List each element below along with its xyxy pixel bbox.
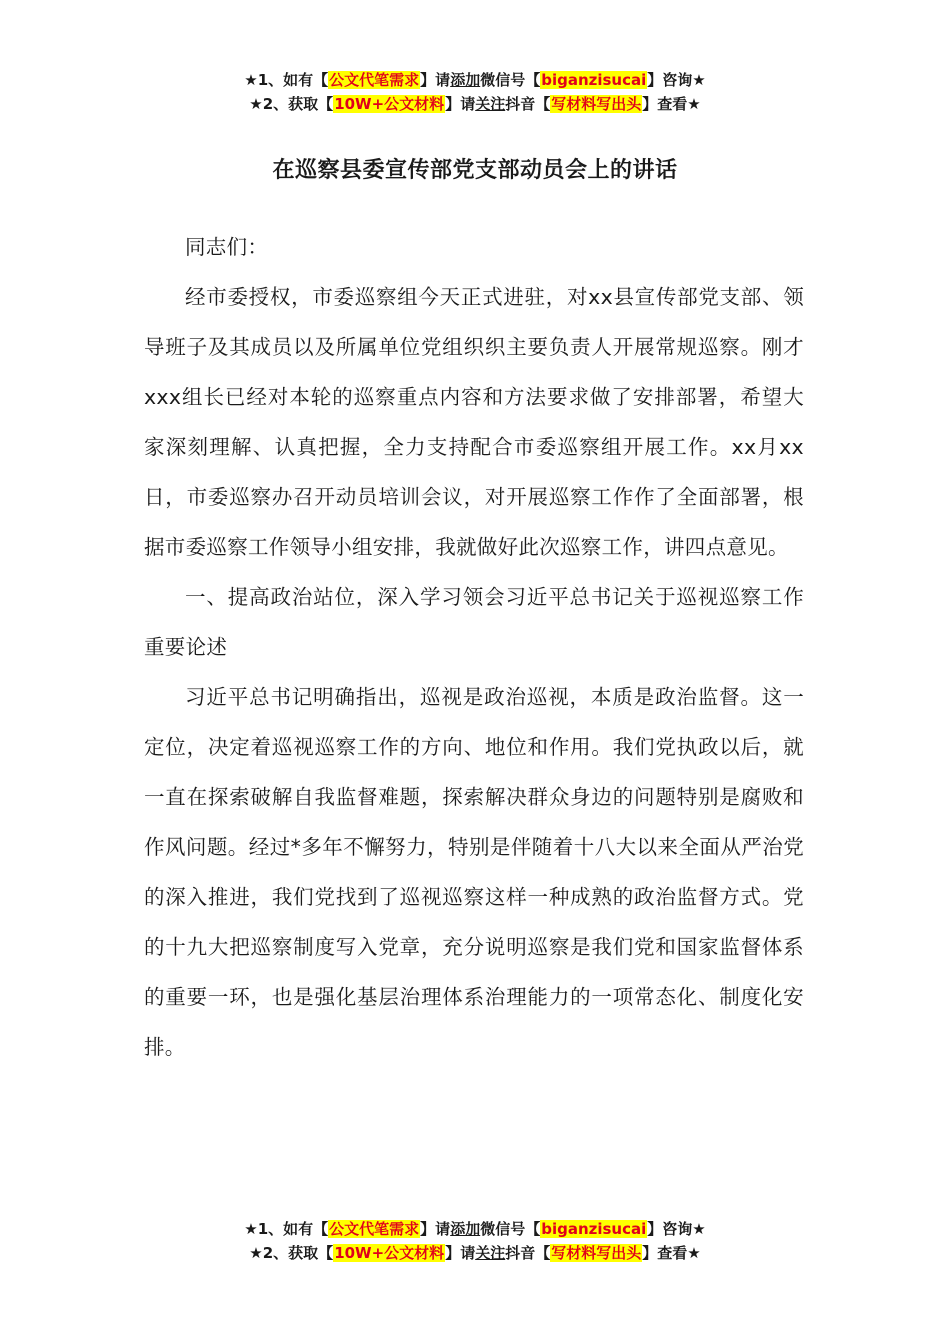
footer-line1-prefix: ★1、如有【 [244, 1220, 329, 1238]
banner-line1-prefix: ★1、如有【 [244, 71, 329, 89]
footer-line2-emphasis: 关注 [475, 1244, 506, 1262]
header-banner [0, 68, 950, 116]
footer-line1-mid1: 】请 [420, 1220, 451, 1238]
banner-line-1 [0, 68, 950, 92]
footer-line1-emphasis: 添加 [450, 1220, 481, 1238]
footer-banner [0, 1217, 950, 1265]
section-heading-1: 一、提高政治站位，深入学习领会习近平总书记关于巡视巡察工作重要论述 [144, 585, 804, 659]
footer-line1-suffix: 】咨询★ [647, 1220, 706, 1238]
banner-line1-mid1: 】请 [420, 71, 451, 89]
document-body [144, 222, 804, 1072]
banner-line2-suffix: 】查看★ [642, 95, 701, 113]
banner-line-2 [0, 92, 950, 116]
footer-line2-mid2: 抖音【 [505, 1244, 551, 1262]
intro-paragraph: 经市委授权，市委巡察组今天正式进驻，对xx县宣传部党支部、领导班子及其成员以及所属单位党组织织主要负责人开展常规巡察。刚才xxx组长已经对本轮的巡察重点内容和方法要求做了安排部署，希望大家深刻理解、认真把握，全力支持配合市委巡察组开展工作。xx月xx日，市委巡察办召开动员培训会议，对开展巡察工作作了全面部署，根据市委巡察工作领导小组安排，我就做好此次巡察工作，讲四点意见。 [144, 285, 804, 559]
footer-line1-highlight-service: 公文代笔需求 [329, 1220, 420, 1238]
banner-line2-highlight-materials: 10W+公文材料 [334, 95, 445, 113]
footer-line1-mid2: 微信号【 [480, 1220, 541, 1238]
banner-line2-emphasis: 关注 [475, 95, 506, 113]
section-1-paragraph: 习近平总书记明确指出，巡视是政治巡视，本质是政治监督。这一定位，决定着巡视巡察工作的方向、地位和作用。我们党执政以后，就一直在探索破解自我监督难题，探索解决群众身边的问题特别是腐败和作风问题。经过*多年不懈努力，特别是伴随着十八大以来全面从严治党的深入推进，我们党找到了巡视巡察这样一种成熟的政治监督方式。党的十九大把巡察制度写入党章，充分说明巡察是我们党和国家监督体系的重要一环，也是强化基层治理体系治理能力的一项常态化、制度化安排。 [144, 685, 804, 1059]
banner-line1-mid2: 微信号【 [480, 71, 541, 89]
footer-line2-prefix: ★2、获取【 [249, 1244, 334, 1262]
footer-line2-highlight-materials: 10W+公文材料 [334, 1244, 445, 1262]
document-title: 在巡察县委宣传部党支部动员会上的讲话 [272, 158, 678, 183]
banner-line1-highlight-service: 公文代笔需求 [329, 71, 420, 89]
banner-line2-mid2: 抖音【 [505, 95, 551, 113]
banner-line1-suffix: 】咨询★ [647, 71, 706, 89]
banner-line2-mid1: 】请 [445, 95, 476, 113]
banner-line2-highlight-douyin-id: 写材料写出头 [551, 95, 642, 113]
footer-line2-highlight-douyin-id: 写材料写出头 [551, 1244, 642, 1262]
footer-banner-line-1 [0, 1217, 950, 1241]
salutation-paragraph: 同志们： [185, 235, 269, 259]
footer-line2-suffix: 】查看★ [642, 1244, 701, 1262]
banner-line2-prefix: ★2、获取【 [249, 95, 334, 113]
footer-line1-highlight-wechat-id: biganzisucai [541, 1220, 647, 1238]
banner-line1-highlight-wechat-id: biganzisucai [541, 71, 647, 89]
banner-line1-emphasis: 添加 [450, 71, 481, 89]
footer-banner-line-2 [0, 1241, 950, 1265]
footer-line2-mid1: 】请 [445, 1244, 476, 1262]
